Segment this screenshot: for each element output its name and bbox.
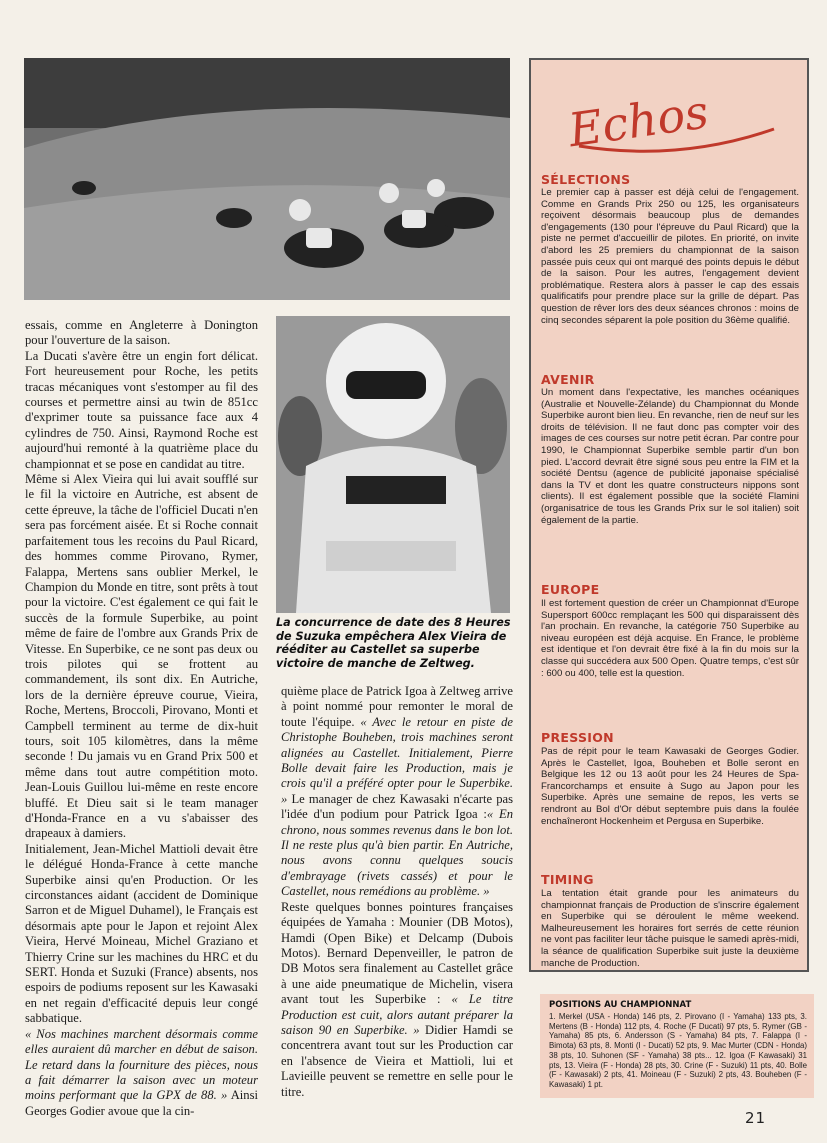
section-text-europe: Il est fortement question de créer un Championnat d'Europe Supersport 600cc remplaçant les 500 qui disparaissent dès l'an prochain. En revanche, la catégorie 750 Superbike au niveau européen est déjà acquise. En France, le problème est identique et l'on devrait être fixé à la fin du mois sur la classe qui succédera aux 500 Open. Quatre temps, c'est sûr : 600 ou 400, telle est la question. <box>541 598 799 679</box>
quote: « Le titre Production est cuit, alors autant préparer la saison 90 en Superbike. » <box>281 992 513 1037</box>
text-run: quième place de Patrick Igoa à Zeltweg arrive à point nommé pour remonter le moral de toute l'équipe. <box>281 684 513 729</box>
text-run: Ainsi Georges Godier avoue que la cin- <box>25 1088 259 1118</box>
section-text-pression: Pas de répit pour le team Kawasaki de Georges Godier. Après le Castellet, Igoa, Bouheben et Bolle seront en Belgique les 12 ou 13 août pour les 24 Heures de Spa-Francorchamps et ensuite à Sugo au Japon pour les Superbike. Après une semaine de repos, les verts se rendront au Bol d'Or début septembre puis dans la foulée enchaîneront Hockenheim et Pergusa en Superbike. <box>541 746 799 827</box>
text-run: Reste quelques bonnes pointures françaises équipées de Yamaha : Mounier (DB Motos), Hamdi (Open Bike) et Delcamp (Dubois Motos). Bernard Depenveiller, le patron de DB Motos sera finalement au Castellet grâce à une aide pneumatique de Michelin, visera avant tout les Superbike : <box>281 899 513 1007</box>
logo-text: Echos <box>565 84 712 158</box>
text-run: Didier Hamdi se concentrera avant tout sur les Production car en l'absence de Vieira et Mattioli, lui et Lavieille peuvent se remettre en selle pour le titre. <box>281 1022 513 1099</box>
echos-logo <box>559 74 789 164</box>
section-title-selections: SÉLECTIONS <box>541 172 631 187</box>
article-paragraph <box>281 900 513 1100</box>
standings-title: POSITIONS AU CHAMPIONNAT <box>549 1000 692 1010</box>
standings-text: 1. Merkel (USA - Honda) 146 pts, 2. Pirovano (I - Yamaha) 133 pts, 3. Mertens (B - Honda) 112 pts, 4. Roche (F Ducati) 97 pts, 5. Rymer (GB - Yamaha) 85 pts, 6. Andersson (S - Yamaha) 84 pts, 7. Falappa (I - Bimota) 63 pts, 8. Monti (I - Ducati) 52 pts, 9. Mac Murter (CDN - Honda) 38 pts, 10. Suhonen (SF - Yamaha) 38 pts... 12. Igoa (F Kawasaki) 31 pts, 13. Vieira (F - Honda) 28 pts, 30. Crine (F - Suzuki) 11 pts, 40. Bolle (F - Kawasaki) 2 pts, 41. Moineau (F - Suzuki) 2 pts, 43. Bouheben (F - Kawasaki) 1 pt. <box>549 1012 807 1089</box>
article-paragraph <box>25 1027 258 1119</box>
championship-standings-box <box>540 994 814 1098</box>
rider-portrait-photo <box>276 316 510 613</box>
text-run: Le manager de chez Kawasaki n'écarte pas l'idée d'un podium pour Patrick Igoa : <box>281 791 513 822</box>
photo-caption: La concurrence de date des 8 Heures de Suzuka empêchera Alex Vieira de rééditer au Castellet sa superbe victoire de manche de Zeltweg. <box>276 616 511 670</box>
echos-sidebar <box>529 58 809 972</box>
section-text-selections: Le premier cap à passer est déjà celui de l'engagement. Comme en Grands Prix 250 ou 125, les organisateurs reçoivent désormais beaucoup plus de demandes d'engagements (130 pour l'épreuve du Paul Ricard) que la piste ne permet d'accueillir de pilotes. En priorité, on invite d'abord les 25 premiers du championnat de la saison passée puis ceux qui ont marqué des points depuis le début de la saison. Pour les autres, l'engagement devient problématique. Restera alors à passer le cap des essais qualificatifs pour prendre place sur la grille de départ. Pas question de rêver lors des deux séances chronos : moins de cinq secondes séparent la pole position du 36ème qualifié. <box>541 187 799 326</box>
article-paragraph: La Ducati s'avère être un engin fort délicat. Fort heureusement pour Roche, les petits tracas mécaniques vont s'estomper au fil des courses et permettre ainsi au twin de 851cc d'exprimer toute sa puissance face aux 4 cylindres de 750. Ainsi, Raymond Roche est aujourd'hui remonté à la quatrième place du championnat et se pose en candidat au titre. <box>25 348 258 471</box>
quote: « Avec le retour en piste de Christophe Bouheben, trois machines seront alignées au Castellet. Initialement, Pierre Bolle devait faire les Production, mais je crois qu'il a préféré opter pour le Superbike. » <box>281 714 513 806</box>
article-paragraph: Initialement, Jean-Michel Mattioli devait être le délégué Honda-France à cette manche Superbike ainsi qu'en Production. Or les circonstances aidant (accident de Dominique Sarron et de Miguel Duhamel), le Français est désormais apte pour le Japon et rejoint Alex Vieira, Hervé Moineau, Michel Graziano et Thierry Crine sur les machines du HRC et du SERT. Honda et Suzuki (France) absents, nos espoirs de podiums reposent sur les Kawasaki en net regain d'efficacité depuis leur congé sabbatique. <box>25 841 258 1026</box>
race-photo <box>24 58 510 300</box>
article-column-1 <box>25 318 258 1119</box>
article-paragraph: Même si Alex Vieira qui lui avait soufflé sur le fil la victoire en Autriche, est absent de cette épreuve, la tâche de l'officiel Ducati n'en sera pas forcément aisée. Et si Roche connait parfaitement tous les recoins du Paul Ricard, des hommes comme Pirovano, Rymer, Falappa, Mertens sans oublier Merkel, le Champion du Monde en titre, sont prêts à tout pour la victoire. C'est également ce qui fait le succès de la formule Superbike, au point même de faire de l'ombre aux Grands Prix de Vitesse. En Superbike, ce ne sont pas deux ou trois pilotes qui se frottent au commandement, ils sont dix. En Autriche, lors de la dernière épreuve courue, Vieira, Roche, Mertens, Broccoli, Pirovano, Monti et Campbell terminent au terme de dix-huit tours, soit 105 kilomètres, dans la même seconde ! Du jamais vu en Grand Prix 500 et même dans tout autre compétition moto. Jean-Louis Guillou lui-même en reste encore bluffé. Et Dieu sait si le team manager d'Honda-France en a vu s'abaisser des drapeaux à damiers. <box>25 472 258 841</box>
page-number: 21 <box>745 1109 767 1127</box>
section-text-timing: La tentation était grande pour les animateurs du championnat français de Production de s'inscrire également en Superbike qui se déroulent le même weekend. Malheureusement les horaires fort serrés de cette réunion ne vont pas faciliter leur tâche puisque le samedi après-midi, la séance de qualification Superbike suit juste la deuxième manche de Production. <box>541 888 799 969</box>
section-title-pression: PRESSION <box>541 730 614 745</box>
article-paragraph <box>281 684 513 900</box>
quote: « En chrono, nous sommes revenus dans le bon lot. Il ne reste plus qu'à bien partir. En Autriche, nous avons connu quelques soucis d'embrayage (rivets cassés) et pour le Castellet, nous remédions au problème. » <box>281 807 513 899</box>
quote: « Nos machines marchent désormais comme elles auraient dû marcher en début de saison. Le retard dans la fourniture des pièces, nous a fait démarrer la saison avec un moteur moins performant que la GPX de 88. » <box>25 1026 258 1103</box>
section-title-timing: TIMING <box>541 872 594 887</box>
article-column-2 <box>281 684 513 1100</box>
section-title-europe: EUROPE <box>541 582 600 597</box>
article-paragraph: essais, comme en Angleterre à Donington pour l'ouverture de la saison. <box>25 318 258 348</box>
section-text-avenir: Un moment dans l'expectative, les manches océaniques (Australie et Nouvelle-Zélande) du Championnat du Monde Superbike auront bien lieu. En revanche, rien de neuf sur les droits de télévision. Il ne faut donc pas compter voir des images de ces courses sur notre petit écran. Par contre pour 1990, le Championnat Superbike semble partir d'un bon pied. L'accord devrait être signé sous peu entre la FIM et la société Dentsu (agence de publicité japonaise spécialisé dans la TV et dont les quatre constructeurs nippons sont clients). Il est également possible que la société Flamini (organisatrice de tous les Grands Prix sur le sol italien) soit également de la partie. <box>541 387 799 526</box>
section-title-avenir: AVENIR <box>541 372 595 387</box>
